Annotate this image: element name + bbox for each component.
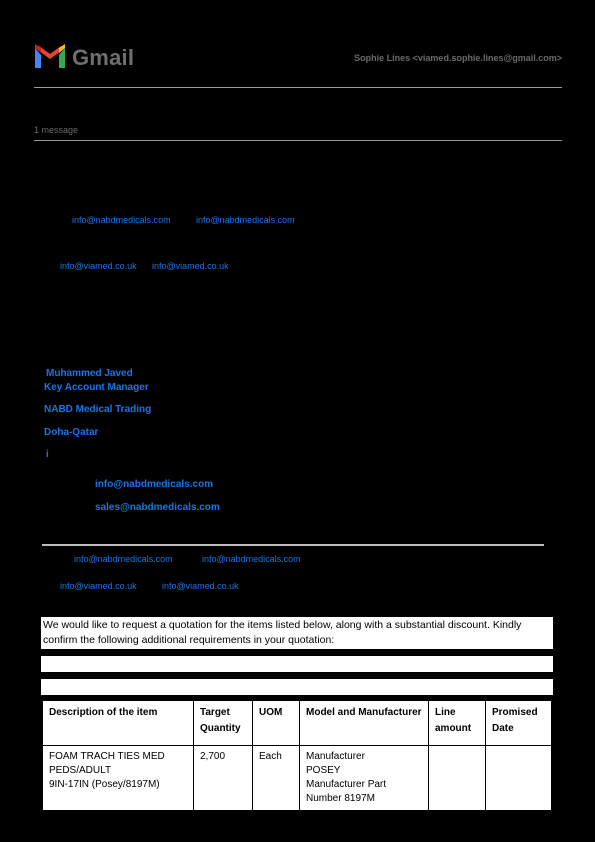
cell-line-amount bbox=[429, 746, 486, 811]
cell-text: Manufacturer Part bbox=[306, 779, 387, 790]
items-table bbox=[42, 700, 552, 811]
gmail-logo-icon bbox=[33, 44, 67, 70]
signature-marker: i bbox=[46, 449, 49, 460]
email-link[interactable]: info@nabdmedicals.com bbox=[72, 215, 171, 225]
signature-company: NABD Medical Trading bbox=[44, 404, 152, 415]
gmail-wordmark: Gmail bbox=[72, 45, 135, 70]
signature-name: Muhammed Javed bbox=[46, 368, 133, 379]
message-count: 1 message bbox=[34, 125, 79, 135]
signature-divider bbox=[42, 544, 544, 546]
email-link[interactable]: info@nabdmedicals.com bbox=[196, 215, 295, 225]
email-link[interactable]: info@nabdmedicals.com bbox=[74, 554, 173, 564]
cell-model bbox=[300, 746, 429, 811]
cell-text: FOAM TRACH TIES MED bbox=[49, 751, 165, 762]
email-link[interactable]: info@nabdmedicals.com bbox=[202, 554, 301, 564]
email-link[interactable]: info@viamed.co.uk bbox=[162, 581, 239, 591]
signature-email-sales[interactable]: sales@nabdmedicals.com bbox=[95, 502, 220, 513]
cell-target-quantity: 2,700 bbox=[194, 746, 253, 811]
quotation-request-text: We would like to request a quotation for the items listed below, along with a substantial discount. Kindly confirm the following additional requirements in your quotation: bbox=[41, 617, 553, 649]
col-promised-date: Promised Date bbox=[486, 701, 552, 746]
cell-text: 9IN-17IN (Posey/8197M) bbox=[49, 779, 160, 790]
email-link[interactable]: info@viamed.co.uk bbox=[60, 261, 137, 271]
cell-text: PEDS/ADULT bbox=[49, 765, 112, 776]
cell-text: Manufacturer bbox=[306, 751, 365, 762]
col-line-amount: Line amount bbox=[429, 701, 486, 746]
cell-description bbox=[43, 746, 194, 811]
email-link[interactable]: info@viamed.co.uk bbox=[60, 581, 137, 591]
col-model: Model and Manufacturer bbox=[300, 701, 429, 746]
table-row bbox=[43, 746, 552, 811]
requirement-row-blank bbox=[41, 656, 553, 672]
signature-title: Key Account Manager bbox=[44, 382, 149, 393]
col-description: Description of the item bbox=[43, 701, 194, 746]
cell-uom: Each bbox=[253, 746, 300, 811]
thread-divider bbox=[34, 140, 562, 141]
cell-promised-date bbox=[486, 746, 552, 811]
cell-text: Number 8197M bbox=[306, 793, 375, 804]
sender-address: Sophie Lines <viamed.sophie.lines@gmail.com> bbox=[354, 53, 562, 63]
header-divider bbox=[34, 87, 562, 88]
signature-location: Doha-Qatar bbox=[44, 427, 99, 438]
requirement-row-blank bbox=[41, 679, 553, 695]
cell-text: POSEY bbox=[306, 765, 341, 776]
email-link[interactable]: info@viamed.co.uk bbox=[152, 261, 229, 271]
col-uom: UOM bbox=[253, 701, 300, 746]
col-target-quantity: Target Quantity bbox=[194, 701, 253, 746]
signature-email-info[interactable]: info@nabdmedicals.com bbox=[95, 479, 214, 490]
table-header-row bbox=[43, 701, 552, 746]
